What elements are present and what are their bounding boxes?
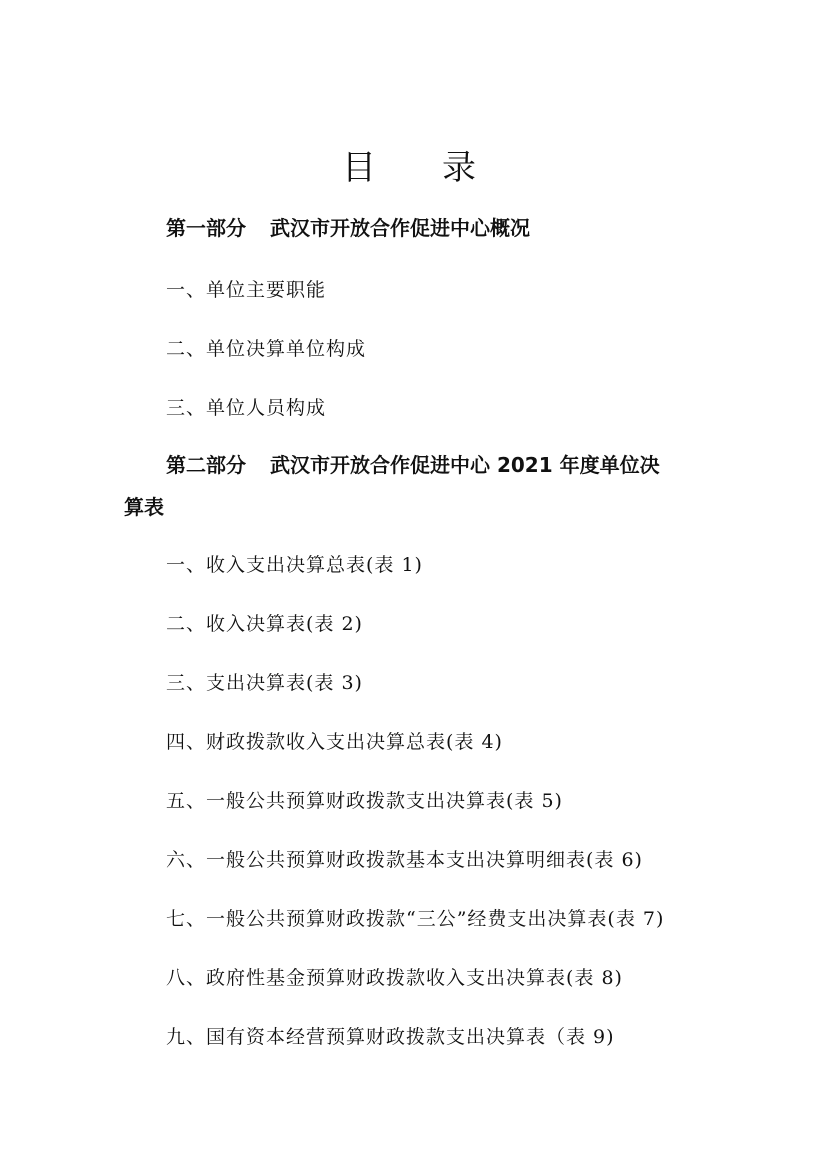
toc-item: 二、单位决算单位构成 <box>166 338 367 360</box>
toc-title <box>0 140 820 189</box>
toc-item: 二、收入决算表(表 2) <box>166 613 363 635</box>
toc-item: 九、国有资本经营预算财政拨款支出决算表（表 9) <box>166 1026 615 1048</box>
part2-heading <box>166 443 660 488</box>
part1-label: 第一部分 <box>166 216 246 240</box>
toc-item: 三、支出决算表(表 3) <box>166 672 363 694</box>
toc-title-char-2: 录 <box>442 148 478 188</box>
toc-item: 一、收入支出决算总表(表 1) <box>166 554 423 576</box>
part1-heading <box>166 206 530 251</box>
toc-item: 五、一般公共预算财政拨款支出决算表(表 5) <box>166 790 563 812</box>
toc-item: 八、政府性基金预算财政拨款收入支出决算表(表 8) <box>166 967 623 989</box>
toc-item: 一、单位主要职能 <box>166 279 327 301</box>
toc-item: 六、一般公共预算财政拨款基本支出决算明细表(表 6) <box>166 849 643 871</box>
part2-label: 第二部分 <box>166 453 246 477</box>
part1-name: 武汉市开放合作促进中心概况 <box>270 216 530 240</box>
part2-name-line1: 武汉市开放合作促进中心 2021 年度单位决 <box>270 453 660 477</box>
toc-title-char-1: 目 <box>342 148 378 188</box>
toc-item: 四、财政拨款收入支出决算总表(表 4) <box>166 731 503 753</box>
toc-item: 七、一般公共预算财政拨款“三公”经费支出决算表(表 7) <box>166 908 665 930</box>
part2-name-line2: 算表 <box>124 495 164 519</box>
toc-item: 三、单位人员构成 <box>166 397 327 419</box>
